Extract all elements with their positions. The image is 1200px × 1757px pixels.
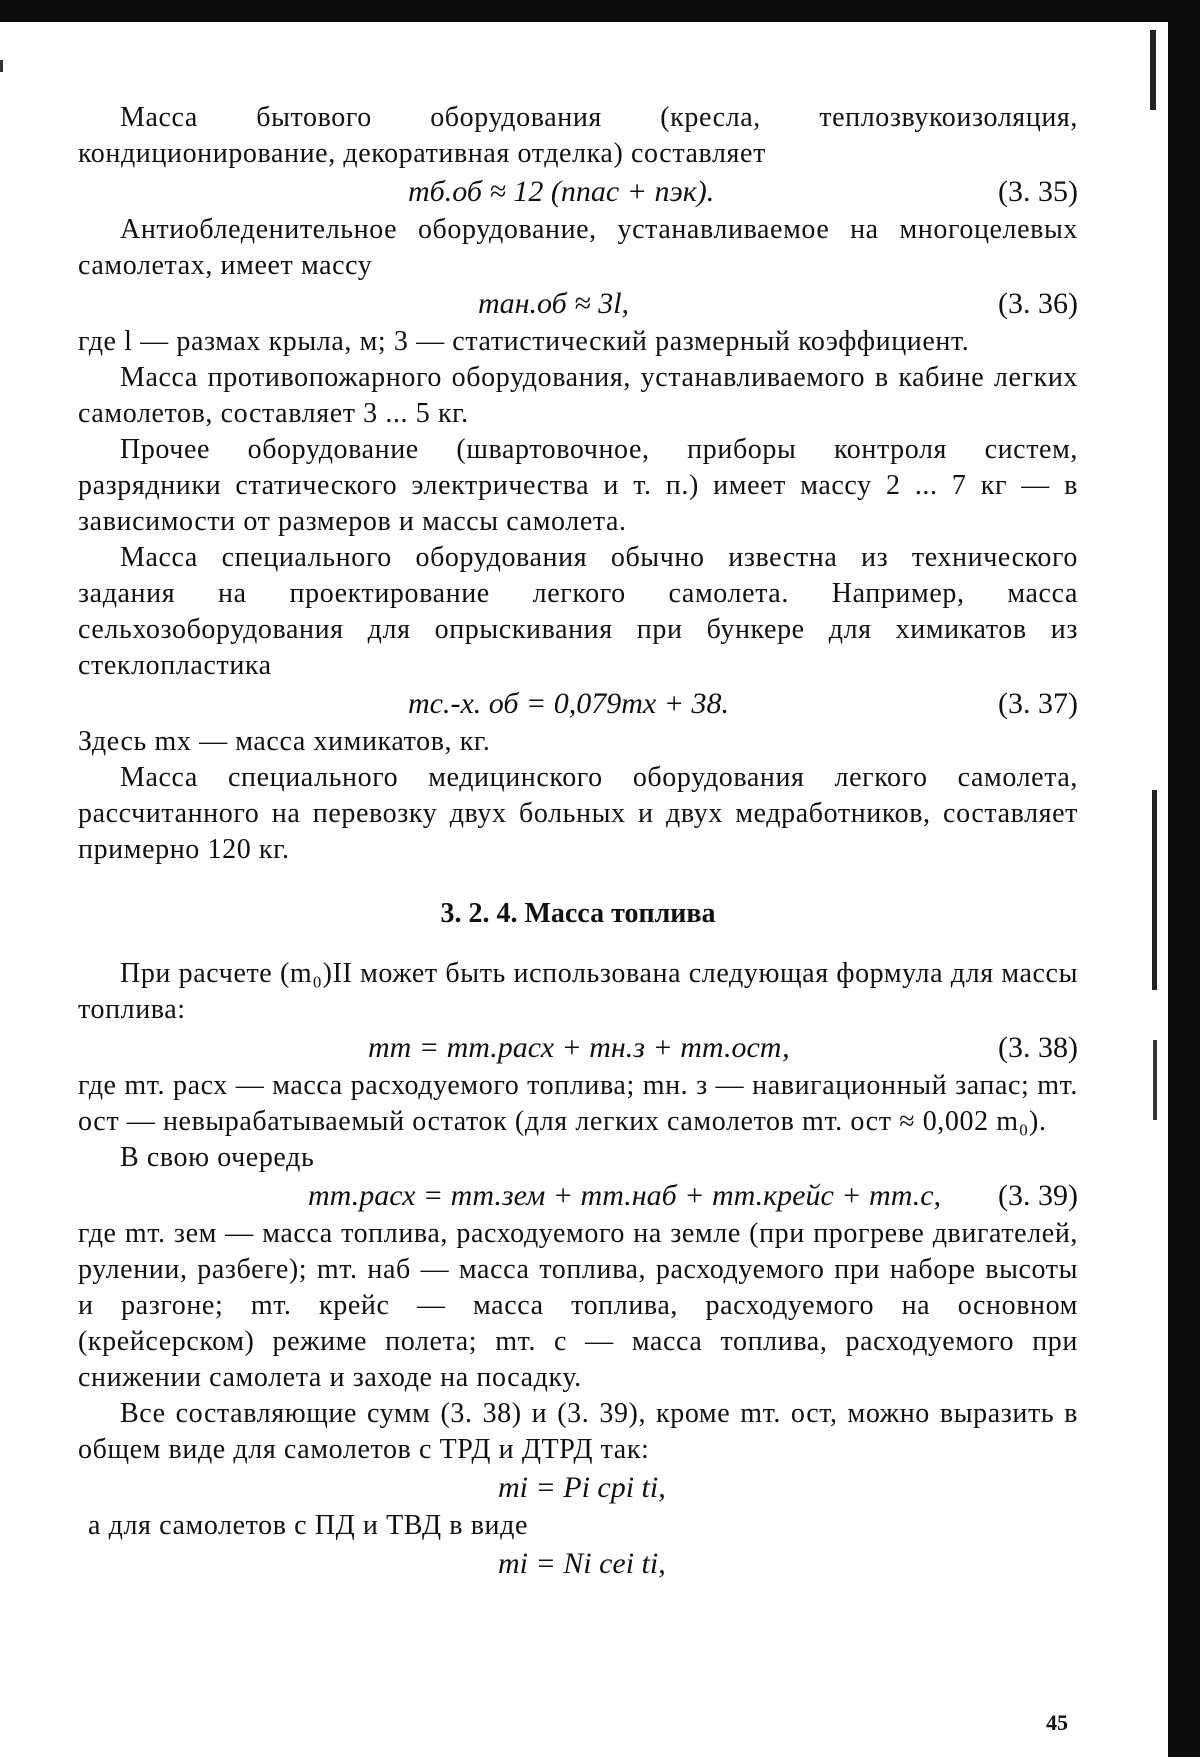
book-page: [78, 100, 1078, 1584]
equation-number: (3. 39): [998, 1179, 1078, 1212]
paragraph: а для самолетов с ПД и ТВД в виде: [88, 1510, 529, 1541]
paragraph: где mт. расх — масса расходуемого топлива; mн. з — навигационный запас; mт. ост — невырабатываемый остаток (для легких самолетов mт. ост ≈ 0,002 m₀).: [78, 1070, 1078, 1137]
paragraph: Масса противопожарного оборудования, устанавливаемого в кабине легких самолетов, составляет 3 ... 5 кг.: [78, 362, 1078, 429]
section-heading: 3. 2. 4. Масса топлива: [440, 898, 716, 929]
paragraph: где mт. зем — масса топлива, расходуемого на земле (при прогреве двигателей, рулении, разбеге); mт. наб — масса топлива, расходуемого при наборе высоты и разгоне; mт. крейс — масса топлива, расходуемого на основном (крейсерском) режиме полета; mт. с — масса топлива, расходуемого при снижении самолета и заходе на посадку.: [78, 1218, 1078, 1393]
paragraph: Масса бытового оборудования (кресла, теплозвукоизоляция, кондиционирование, декоративная отделка) составляет: [78, 102, 1078, 169]
equation-number: (3. 38): [998, 1031, 1078, 1064]
equation-fuel-jet: [78, 1468, 1078, 1508]
equation-3-38: [78, 1028, 1078, 1068]
equation-number: (3. 35): [998, 175, 1078, 208]
equation-formula: mб.об ≈ 12 (nпас + nэк).: [408, 175, 715, 208]
equation-3-37: [78, 684, 1078, 724]
equation-formula: mт = mт.расх + mн.з + mт.ост,: [368, 1031, 790, 1064]
equation-3-35: [78, 172, 1078, 212]
equation-formula: mс.-х. об = 0,079mх + 38.: [408, 687, 729, 720]
paragraph: Масса специального медицинского оборудования легкого самолета, рассчитанного на перевозку двух больных и двух медработников, составляет примерно 120 кг.: [78, 762, 1078, 865]
equation-number: (3. 36): [998, 287, 1078, 320]
equation-fuel-piston: [78, 1544, 1078, 1584]
paragraph: В свою очередь: [120, 1142, 315, 1173]
paragraph: Здесь mх — масса химикатов, кг.: [78, 726, 491, 757]
equation-formula: mi = Ni cei ti,: [498, 1547, 666, 1580]
equation-formula: mi = Pi cpi ti,: [498, 1471, 666, 1504]
equation-formula: mт.расх = mт.зем + mт.наб + mт.крейс + mт.с,: [308, 1179, 942, 1212]
scan-artifact: [0, 60, 3, 72]
paragraph: Масса специального оборудования обычно известна из технического задания на проектирование легкого самолета. Например, масса сельхозоборудования для опрыскивания при бункере для химикатов из стеклопластика: [78, 542, 1078, 681]
paragraph: Все составляющие сумм (3. 38) и (3. 39), кроме mт. ост, можно выразить в общем виде для самолетов с ТРД и ДТРД так:: [78, 1398, 1078, 1465]
equation-3-36: [78, 284, 1078, 324]
scan-top-border: [0, 0, 1200, 22]
scan-right-border: [1168, 0, 1200, 1757]
equation-formula: mан.об ≈ 3l,: [478, 287, 630, 320]
paragraph: где l — размах крыла, м; 3 — статистический размерный коэффициент.: [78, 326, 970, 357]
scan-artifact: [1152, 790, 1157, 990]
paragraph: Антиобледенительное оборудование, устанавливаемое на многоцелевых самолетах, имеет массу: [78, 214, 1078, 281]
page-number: 45: [1046, 1710, 1068, 1735]
equation-3-39: [78, 1176, 1078, 1216]
paragraph: Прочее оборудование (швартовочное, приборы контроля систем, разрядники статического электричества и т. п.) имеет массу 2 ... 7 кг — в зависимости от размеров и массы самолета.: [78, 434, 1078, 537]
scan-artifact: [1153, 1040, 1157, 1120]
scan-artifact: [1150, 30, 1156, 110]
paragraph: При расчете (m₀)II может быть использована следующая формула для массы топлива:: [78, 958, 1078, 1025]
equation-number: (3. 37): [998, 687, 1078, 720]
